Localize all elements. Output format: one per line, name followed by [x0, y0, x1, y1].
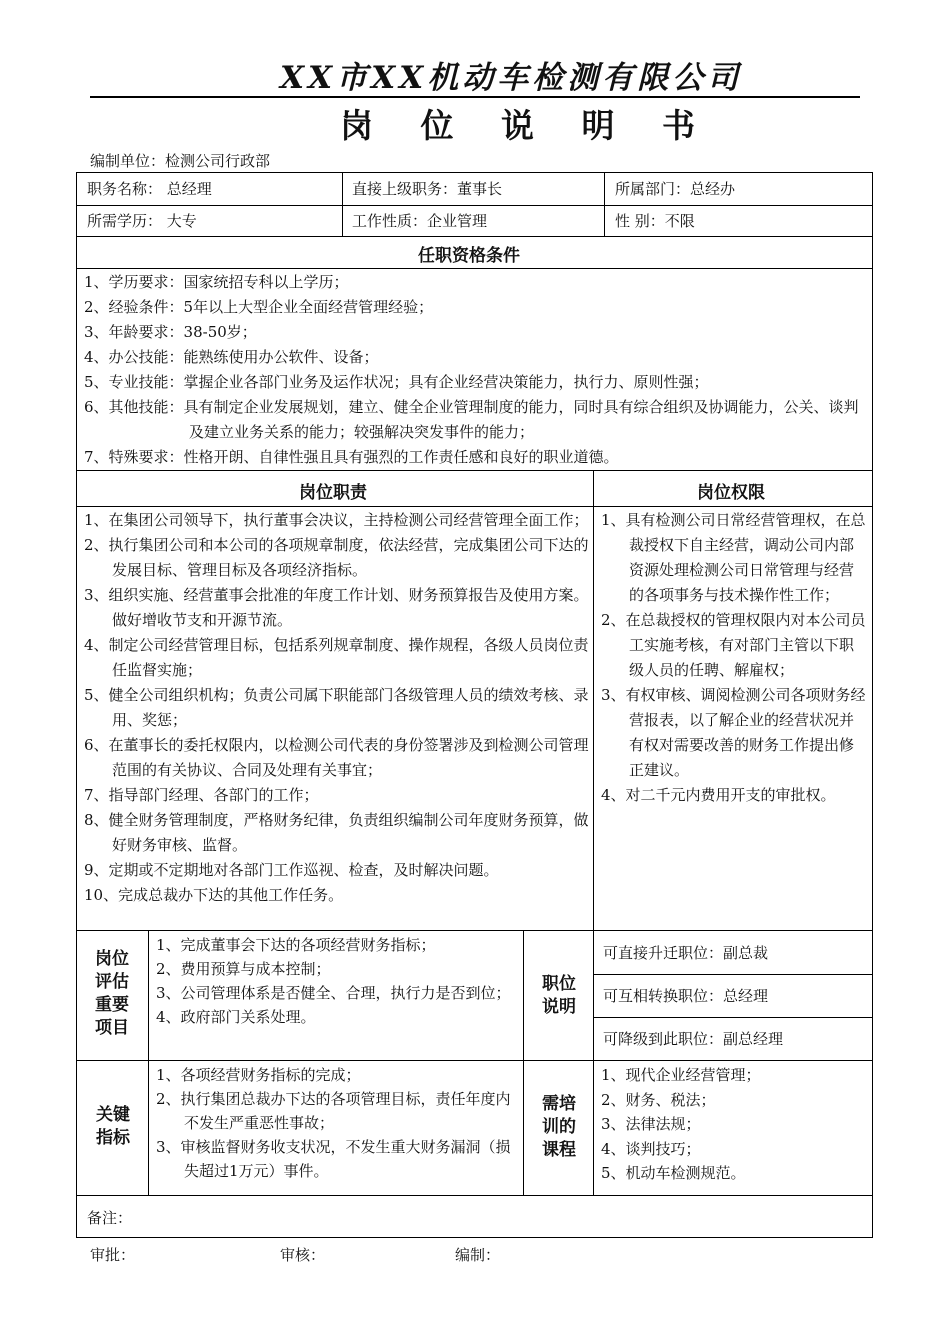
list-item: 1、在集团公司领导下，执行董事会决议，主持检测公司经营管理全面工作； — [84, 511, 589, 529]
list-item: 10、完成总裁办下达的其他工作任务。 — [84, 886, 344, 904]
list-item: 3、有权审核、调阅检测公司各项财务经营报表，以了解企业的经营状况并有权对需要改善的财务工作提出修正建议。 — [601, 686, 866, 779]
list-item: 2、财务、税法； — [601, 1090, 716, 1109]
list-item: 2、在总裁授权的管理权限内对本公司员工实施考核，有对部门主管以下职级人员的任聘、解雇权； — [601, 611, 866, 679]
list-item: 6、其他技能：具有制定企业发展规划，建立、健全企业管理制度的能力，同时具有综合组织及协调能力，公关、谈判及建立业务关系的能力；较强解决突发事件的能力； — [84, 398, 859, 441]
direct-superior: 直接上级职务：董事长 — [352, 180, 503, 198]
list-item: 1、完成董事会下达的各项经营财务指标； — [156, 936, 436, 954]
list-item: 1、各项经营财务指标的完成； — [156, 1066, 361, 1084]
required-education: 所需学历： 大专 — [87, 212, 197, 230]
compiling-unit: 编制单位：检测公司行政部 — [90, 152, 271, 170]
row-divider — [76, 205, 873, 206]
list-item: 2、经验条件：5年以上大型企业全面经营管理经验； — [84, 298, 434, 316]
list-item: 5、专业技能：掌握企业各部门业务及运作状况；具有企业经营决策能力，执行力、原则性强； — [84, 373, 709, 391]
row-divider — [593, 1017, 873, 1018]
list-item: 4、办公技能：能熟练使用办公软件、设备； — [84, 348, 379, 366]
kpi-list — [156, 1063, 518, 1183]
list-item: 3、组织实施、经营董事会批准的年度工作计划、财务预算报告及使用方案。做好增收节支和开源节流。 — [84, 586, 589, 629]
department: 所属部门：总经办 — [615, 180, 736, 198]
col-divider — [604, 172, 605, 236]
training-label: 需培训的课程 — [542, 1094, 576, 1160]
col-divider — [148, 930, 149, 1195]
list-item: 3、年龄要求：38-50岁； — [84, 323, 257, 341]
review-label: 审核： — [280, 1246, 326, 1264]
row-divider — [76, 930, 873, 931]
evaluation-label: 岗位评估重要项目 — [95, 949, 129, 1038]
promote-position: 可直接升迁职位：副总裁 — [603, 944, 769, 962]
col-divider — [523, 930, 524, 1195]
row-divider — [76, 1060, 873, 1061]
list-item: 4、制定公司经营管理目标，包括系列规章制度、操作规程，各级人员岗位责任监督实施； — [84, 636, 589, 679]
list-item: 7、指导部门经理、各部门的工作； — [84, 786, 319, 804]
qualifications-list — [84, 270, 869, 470]
list-item: 1、学历要求：国家统招专科以上学历； — [84, 273, 349, 291]
list-item: 4、对二千元内费用开支的审批权。 — [601, 786, 836, 804]
duties-list — [84, 508, 589, 908]
list-item: 2、执行集团公司和本公司的各项规章制度，依法经营，完成集团公司下达的发展目标、管理目标及各项经济指标。 — [84, 536, 589, 579]
list-item: 3、审核监督财务收支状况，不发生重大财务漏洞（损失超过1万元）事件。 — [156, 1138, 511, 1180]
work-nature: 工作性质：企业管理 — [352, 212, 488, 230]
job-name: 职务名称： 总经理 — [87, 180, 212, 198]
company-name: XX市XX机动车检测有限公司 — [280, 60, 743, 96]
list-item: 5、机动车检测规范。 — [601, 1164, 746, 1182]
remark-label: 备注： — [87, 1209, 133, 1227]
training-list — [601, 1063, 867, 1186]
col-divider — [593, 470, 594, 930]
row-divider — [76, 506, 873, 507]
list-item: 5、健全公司组织机构；负责公司属下职能部门各级管理人员的绩效考核、录用、奖惩； — [84, 686, 589, 729]
demote-position: 可降级到此职位：副总经理 — [603, 1030, 784, 1048]
col-divider — [342, 172, 343, 236]
list-item: 4、谈判技巧； — [601, 1139, 701, 1158]
kpi-label: 关键指标 — [96, 1105, 130, 1148]
authority-list — [601, 508, 867, 808]
row-divider — [76, 236, 873, 237]
row-divider — [76, 1195, 873, 1196]
list-item: 3、公司管理体系是否健全、合理，执行力是否到位； — [156, 984, 511, 1002]
row-divider — [76, 268, 873, 269]
duties-heading: 岗位职责 — [299, 483, 367, 503]
list-item: 3、法律法规； — [601, 1115, 701, 1133]
list-item: 9、定期或不定期地对各部门工作巡视、检查，及时解决问题。 — [84, 861, 499, 879]
list-item: 2、费用预算与成本控制； — [156, 960, 331, 978]
qualifications-heading: 任职资格条件 — [418, 246, 520, 266]
evaluation-list — [156, 933, 518, 1029]
prepare-label: 编制： — [455, 1246, 501, 1264]
document-title: 岗 位 说 明 书 — [340, 106, 713, 145]
authority-heading: 岗位权限 — [697, 483, 765, 503]
header-rule — [90, 96, 860, 98]
row-divider — [76, 470, 873, 471]
position-label: 职位说明 — [542, 974, 576, 1017]
transfer-position: 可互相转换职位：总经理 — [603, 987, 769, 1005]
row-divider — [593, 974, 873, 975]
approve-label: 审批： — [90, 1246, 136, 1264]
gender: 性 别：不限 — [615, 212, 695, 230]
col-divider — [593, 930, 594, 1195]
list-item: 6、在董事长的委托权限内，以检测公司代表的身份签署涉及到检测公司管理范围的有关协议、合同及处理有关事宜； — [84, 736, 589, 779]
list-item: 4、政府部门关系处理。 — [156, 1008, 316, 1026]
list-item: 1、具有检测公司日常经营管理权，在总裁授权下自主经营，调动公司内部资源处理检测公司日常管理与经营的各项事务与技术操作性工作； — [601, 511, 866, 604]
list-item: 1、现代企业经营管理； — [601, 1066, 761, 1084]
list-item: 8、健全财务管理制度，严格财务纪律，负责组织编制公司年度财务预算，做好财务审核、监督。 — [84, 811, 589, 854]
list-item: 7、特殊要求：性格开朗、自律性强且具有强烈的工作责任感和良好的职业道德。 — [84, 448, 619, 466]
list-item: 2、执行集团总裁办下达的各项管理目标，责任年度内不发生严重恶性事故； — [156, 1090, 511, 1132]
